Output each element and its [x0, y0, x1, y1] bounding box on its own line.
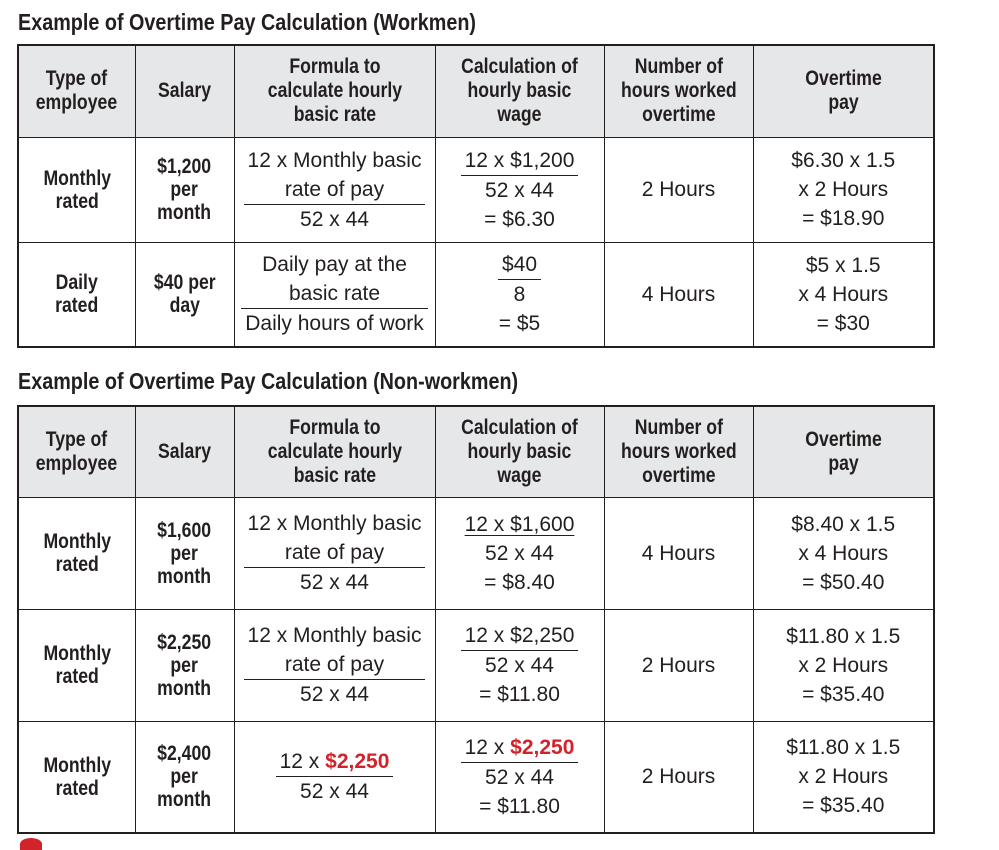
calculation-cell: $\frac{12 x \$1,200}{52 x 44}$ = $6.30 [435, 137, 604, 242]
calculation-fraction: $\frac{\$40}{8}$ [498, 250, 541, 309]
header-formula: Formula to calculate hourly basic rate [234, 406, 435, 497]
formula-fraction: 12 x Monthly basic rate of pay 52 x 44 [244, 621, 426, 709]
header-overtime-pay: Overtime pay [753, 45, 934, 137]
calculation-fraction: $\frac{12 x \$2,250}{52 x 44}$ [461, 621, 579, 680]
header-type: Type of employee [18, 406, 135, 497]
formula-cell [234, 242, 435, 347]
hours-cell: 2 Hours [604, 721, 753, 833]
formula-fraction: 12 x Monthly basic rate of pay 52 x 44 [244, 146, 426, 234]
calculation-cell: $\frac{\$40}{8}$ = $5 [435, 242, 604, 347]
workmen-overtime-table [17, 44, 935, 348]
employee-type-cell: Monthly rated [18, 609, 135, 721]
non-workmen-overtime-table [17, 405, 935, 834]
hours-cell: 4 Hours [604, 242, 753, 347]
salary-cell: $40 per day [135, 242, 234, 347]
header-overtime-pay: Overtime pay [753, 406, 934, 497]
salary-cell: $1,200 per month [135, 137, 234, 242]
header-row [18, 45, 934, 137]
table1-title: Example of Overtime Pay Calculation (Workmen) [18, 9, 477, 35]
calculation-cell: $\frac{12 x \$2,250}{52 x 44}$ = $11.80 [435, 609, 604, 721]
highlighted-amount: $2,250 [325, 750, 390, 774]
hours-cell: 2 Hours [604, 137, 753, 242]
formula-cell [234, 721, 435, 833]
formula-fraction: Daily pay at the basic rate Daily hours of work [241, 250, 428, 338]
overtime-pay-cell: $11.80 x 1.5 x 2 Hours = $35.40 [753, 609, 934, 721]
table2-title: Example of Overtime Pay Calculation (Non-workmen) [18, 368, 519, 394]
salary-cell: $1,600 per month [135, 497, 234, 609]
header-salary: Salary [135, 406, 234, 497]
formula-fraction: $\frac{12 x \$2,250}{52 x 44}$ [276, 747, 394, 806]
employee-type-cell: Monthly rated [18, 137, 135, 242]
table-row [18, 242, 934, 347]
formula-cell [234, 137, 435, 242]
hours-cell: 2 Hours [604, 609, 753, 721]
hours-cell: 4 Hours [604, 497, 753, 609]
table-row [18, 721, 934, 833]
calculation-fraction: $\frac{12 x \$2,250}{52 x 44}$ [461, 733, 579, 792]
employee-type-cell: Daily rated [18, 242, 135, 347]
table-row [18, 137, 934, 242]
header-formula: Formula to calculate hourly basic rate [234, 45, 435, 137]
highlighted-amount: $2,250 [510, 735, 575, 759]
calculation-cell: $\frac{12 x \$2,250}{52 x 44}$ = $11.80 [435, 721, 604, 833]
overtime-pay-cell: $6.30 x 1.5 x 2 Hours = $18.90 [753, 137, 934, 242]
overtime-pay-cell: $5 x 1.5 x 4 Hours = $30 [753, 242, 934, 347]
table-row [18, 609, 934, 721]
employee-type-cell: Monthly rated [18, 721, 135, 833]
red-shape-fragment [20, 838, 42, 850]
header-salary: Salary [135, 45, 234, 137]
header-calculation: Calculation of hourly basic wage [435, 406, 604, 497]
header-hours: Number of hours worked overtime [604, 406, 753, 497]
formula-fraction: 12 x Monthly basic rate of pay 52 x 44 [244, 509, 426, 597]
formula-cell [234, 609, 435, 721]
employee-type-cell: Monthly rated [18, 497, 135, 609]
overtime-pay-cell: $11.80 x 1.5 x 2 Hours = $35.40 [753, 721, 934, 833]
header-type: Type of employee [18, 45, 135, 137]
header-row [18, 406, 934, 497]
header-hours: Number of hours worked overtime [604, 45, 753, 137]
salary-cell: $2,250 per month [135, 609, 234, 721]
formula-cell [234, 497, 435, 609]
overtime-pay-cell: $8.40 x 1.5 x 4 Hours = $50.40 [753, 497, 934, 609]
table-row [18, 497, 934, 609]
header-calculation: Calculation of hourly basic wage [435, 45, 604, 137]
calculation-fraction: $\frac{12 x \$1,200}{52 x 44}$ [461, 146, 579, 205]
salary-cell: $2,400 per month [135, 721, 234, 833]
calculation-cell: 12 x $1,600 52 x 44 = $8.40 [435, 497, 604, 609]
